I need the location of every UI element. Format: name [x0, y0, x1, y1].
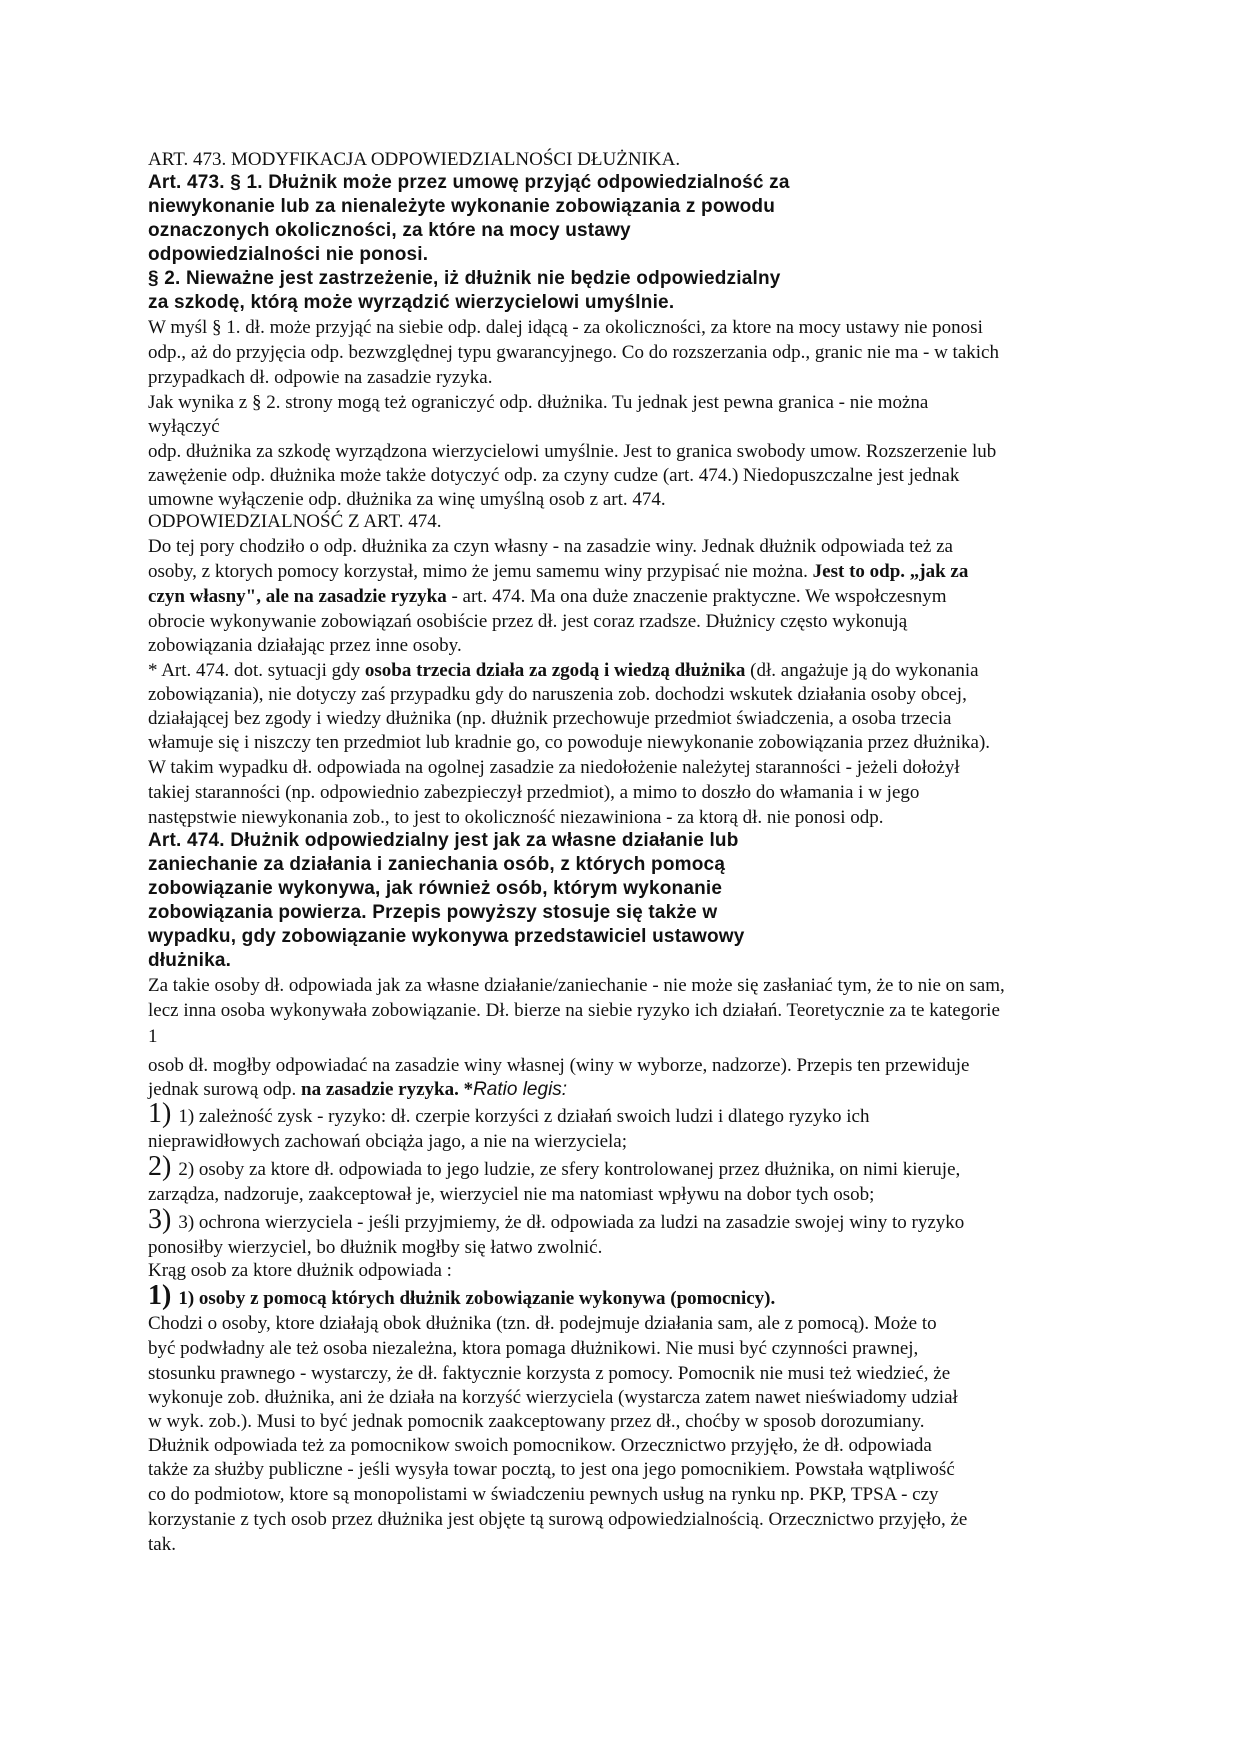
- list-marker: 1): [148, 1280, 179, 1311]
- text-line: umowne wyłączenie odp. dłużnika za winę umyślną osob z art. 474.: [148, 489, 666, 510]
- text-line: [148, 587, 947, 606]
- text-line: Krąg osob za ktore dłużnik odpowiada :: [148, 1260, 452, 1281]
- statute-art-473-par2-line-2: za szkodę, którą może wyrządzić wierzycielowi umyślnie.: [148, 292, 675, 313]
- text-span: * Art. 474. dot. sytuacji gdy: [148, 660, 365, 681]
- text-line: nieprawidłowych zachowań obciąża jago, a nie na wierzyciela;: [148, 1131, 627, 1152]
- text-line: stosunku prawnego - wystarczy, że dł. faktycznie korzysta z pomocy. Pomocnik nie musi też wiedzieć, że: [148, 1363, 951, 1384]
- list-item: [148, 1206, 964, 1234]
- text-span: (dł. angażuje ją do wykonania: [745, 660, 979, 681]
- list-item: [148, 1153, 960, 1181]
- text-span: jednak surową odp.: [148, 1079, 302, 1100]
- statute-art-473-par2-line-1: § 2. Nieważne jest zastrzeżenie, iż dłużnik nie będzie odpowiedzialny: [148, 268, 781, 289]
- statute-art-474-line-2: zaniechanie za działania i zaniechania osób, z których pomocą: [148, 854, 726, 875]
- text-line: W myśl § 1. dł. może przyjąć na siebie odp. dalej idącą - za okoliczności, za ktore na mocy ustawy nie ponosi: [148, 317, 983, 338]
- text-line: przypadkach dł. odpowie na zasadzie ryzyka.: [148, 367, 493, 388]
- text-line: włamuje się i niszczy ten przedmiot lub kradnie go, co powoduje niewykonanie zobowiązania przez dłużnika).: [148, 732, 991, 753]
- list-marker: 1): [148, 1098, 179, 1129]
- bold-span: Jest to odp. „jak za: [812, 561, 969, 582]
- statute-art-473-line-4: odpowiedzialności nie ponosi.: [148, 244, 429, 265]
- statute-art-473-line-2: niewykonanie lub za nienależyte wykonanie zobowiązania z powodu: [148, 196, 776, 217]
- text-line: zobowiązania działając przez inne osoby.: [148, 635, 462, 656]
- list-item: [148, 1100, 869, 1128]
- text-line: także za służby publiczne - jeśli wysyła towar pocztą, to jest ona jego pomocnikiem. Powstała wątpliwość: [148, 1459, 955, 1480]
- text-line: osob dł. mogłby odpowiadać na zasadzie winy własnej (winy w wyborze, nadzorze). Przepis ten przewiduje: [148, 1055, 970, 1076]
- italic-span: Ratio legis:: [473, 1079, 568, 1100]
- text-line: w wyk. zob.). Musi to być jednak pomocnik zaakceptowany przez dł., choćby w sposob dorozumiany.: [148, 1411, 925, 1432]
- statute-art-474-line-5: wypadku, gdy zobowiązanie wykonywa przedstawiciel ustawowy: [148, 926, 745, 947]
- text-line: Za takie osoby dł. odpowiada jak za własne działanie/zaniechanie - nie może się zasłaniać tym, że to nie on sam,: [148, 975, 1005, 996]
- text-line: co do podmiotow, ktore są monopolistami w świadczeniu pewnych usług na rynku np. PKP, TPSA - czy: [148, 1484, 939, 1505]
- text-line: korzystanie z tych osob przez dłużnika jest objęte tą surową odpowiedzialnością. Orzecznictwo przyjęło, że: [148, 1509, 968, 1530]
- statute-art-474-line-4: zobowiązania powierza. Przepis powyższy stosuje się także w: [148, 902, 718, 923]
- text-line: Do tej pory chodziło o odp. dłużnika za czyn własny - na zasadzie winy. Jednak dłużnik odpowiada też za: [148, 536, 953, 557]
- page-number: 1: [148, 1026, 158, 1047]
- text-line: W takim wypadku dł. odpowiada na ogolnej zasadzie za niedołożenie należytej staranności - jeżeli dołożył: [148, 757, 960, 778]
- text-span: osoby, z ktorych pomocy korzystał, mimo że jemu samemu winy przypisać nie można.: [148, 561, 813, 582]
- text-line: obrocie wykonywanie zobowiązań osobiście przez dł. jest coraz rzadsze. Dłużnicy często wykonują: [148, 611, 908, 632]
- text-line: odp. dłużnika za szkodę wyrządzona wierzycielowi umyślnie. Jest to granica swobody umow. Rozszerzenie lub: [148, 441, 997, 462]
- text-line: lecz inna osoba wykonywała zobowiązanie. Dł. bierze na siebie ryzyko ich działań. Teoretycznie za te kategorie: [148, 1000, 1000, 1021]
- text-line: [148, 562, 968, 581]
- text-span: 3) ochrona wierzyciela - jeśli przyjmiemy, że dł. odpowiada za ludzi na zasadzie swojej winy to ryzyko: [178, 1212, 965, 1233]
- heading-art-473: ART. 473. MODYFIKACJA ODPOWIEDZIALNOŚCI DŁUŻNIKA.: [148, 149, 681, 170]
- text-span: 1) zależność zysk - ryzyko: dł. czerpie korzyści z działań swoich ludzi i dlatego ryzyko ich: [178, 1106, 870, 1127]
- text-line: następstwie niewykonania zob., to jest to okoliczność niezawiniona - za ktorą dł. nie ponosi odp.: [148, 807, 884, 828]
- text-span: 2) osoby za ktore dł. odpowiada to jego ludzie, ze sfery kontrolowanej przez dłużnika, on nimi kieruje,: [178, 1159, 961, 1180]
- text-line: Dłużnik odpowiada też za pomocnikow swoich pomocnikow. Orzecznictwo przyjęło, że dł. odpowiada: [148, 1435, 932, 1456]
- text-line: zarządza, nadzoruje, zaakceptował je, wierzyciel nie ma natomiast wpływu na dobor tych osob;: [148, 1184, 875, 1205]
- text-line: być podwładny ale też osoba niezależna, ktora pomaga dłużnikowi. Nie musi być czynności prawnej,: [148, 1338, 919, 1359]
- bold-span: 1) osoby z pomocą których dłużnik zobowiązanie wykonywa (pomocnicy).: [178, 1288, 776, 1309]
- statute-art-473-line-3: oznaczonych okoliczności, za które na mocy ustawy: [148, 220, 631, 241]
- statute-art-474-line-6: dłużnika.: [148, 950, 232, 971]
- text-line: wykonuje zob. dłużnika, ani że działa na korzyść wierzyciela (wystarcza zatem nawet nieświadomy udział: [148, 1387, 958, 1408]
- heading-art-474: ODPOWIEDZIALNOŚĆ Z ART. 474.: [148, 511, 442, 532]
- list-marker: 2): [148, 1151, 179, 1182]
- text-line: odp., aż do przyjęcia odp. bezwzględnej typu gwarancyjnego. Co do rozszerzania odp., granic nie ma - w takich: [148, 342, 999, 363]
- statute-art-474-line-1: Art. 474. Dłużnik odpowiedzialny jest jak za własne działanie lub: [148, 830, 739, 851]
- asterisk: *: [458, 1079, 474, 1100]
- text-line: tak.: [148, 1534, 176, 1555]
- text-line: zobowiązania), nie dotyczy zaś przypadku gdy do naruszenia zob. dochodzi wskutek działania osoby obcej,: [148, 684, 967, 705]
- text-line: wyłączyć: [148, 416, 220, 437]
- bold-span: osoba trzecia działa za zgodą i wiedzą dłużnika: [364, 660, 746, 681]
- text-line: ponosiłby wierzyciel, bo dłużnik mogłby się łatwo zwolnić.: [148, 1237, 603, 1258]
- statute-art-474-line-3: zobowiązanie wykonywa, jak również osób, którym wykonanie: [148, 878, 723, 899]
- text-line: [148, 661, 979, 680]
- bold-span: na zasadzie ryzyka.: [301, 1079, 459, 1100]
- text-span: - art. 474. Ma ona duże znaczenie praktyczne. We wspołczesnym: [446, 586, 947, 607]
- text-line: zawężenie odp. dłużnika może także dotyczyć odp. za czyny cudze (art. 474.) Niedopuszczalne jest jednak: [148, 465, 960, 486]
- list-item: [148, 1282, 775, 1310]
- text-line: [148, 1080, 567, 1099]
- bold-span: czyn własny", ale na zasadzie ryzyka: [148, 586, 447, 607]
- statute-art-473-line-1: Art. 473. § 1. Dłużnik może przez umowę przyjąć odpowiedzialność za: [148, 172, 790, 193]
- text-line: Jak wynika z § 2. strony mogą też ograniczyć odp. dłużnika. Tu jednak jest pewna granica - nie można: [148, 392, 929, 413]
- text-line: działającej bez zgody i wiedzy dłużnika (np. dłużnik przechowuje przedmiot świadczenia, a osoba trzecia: [148, 708, 952, 729]
- list-marker: 3): [148, 1204, 179, 1235]
- text-line: takiej staranności (np. odpowiednio zabezpieczył przedmiot), a mimo to doszło do włamania i w jego: [148, 782, 920, 803]
- text-line: Chodzi o osoby, ktore działają obok dłużnika (tzn. dł. podejmuje działania sam, ale z pomocą). Może to: [148, 1313, 937, 1334]
